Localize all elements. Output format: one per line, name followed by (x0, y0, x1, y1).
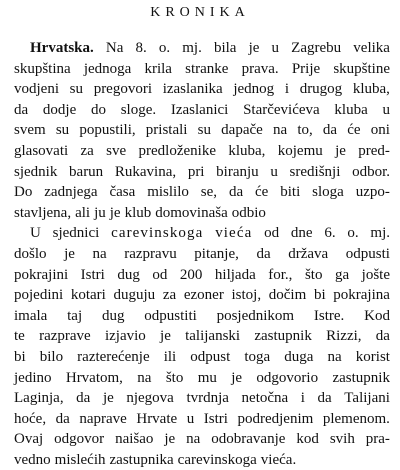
word: od (152, 266, 168, 283)
word: imala (14, 307, 48, 324)
word: da (228, 184, 244, 201)
word: biranju (216, 163, 259, 180)
word: tvrdnja (186, 390, 229, 407)
word: u (382, 101, 390, 118)
word: razterećenje (77, 348, 150, 365)
word: vedno (14, 451, 51, 468)
word: hoće, (14, 410, 47, 427)
word: sjednik (14, 163, 58, 180)
text-line (14, 244, 390, 265)
word: zastupnik (254, 328, 312, 345)
word: mislećih (54, 451, 106, 468)
word: dug (117, 266, 140, 283)
word: Na (105, 40, 124, 56)
word: taj (67, 307, 83, 324)
word: i (300, 390, 305, 407)
word: na (186, 431, 201, 448)
word: je (231, 369, 243, 386)
word: Zagrebu (291, 40, 342, 56)
word: je (164, 431, 176, 448)
text-line (14, 450, 390, 470)
word: zastupnika (109, 451, 174, 468)
word: Prije (291, 60, 321, 77)
word: te (14, 328, 25, 345)
word: se, (200, 184, 218, 201)
word: duga (284, 348, 314, 365)
section-heading: KRONIKA (150, 5, 250, 20)
word: biti (280, 184, 301, 201)
word: kluba (334, 101, 368, 118)
word: odpustiti (144, 307, 197, 324)
word: su (55, 122, 70, 139)
word: sve (106, 142, 127, 159)
word: su (197, 122, 211, 139)
text-line (14, 162, 390, 183)
word: za (162, 287, 177, 304)
word: pra- (365, 431, 390, 448)
word: da (322, 122, 338, 139)
word: na (327, 348, 342, 365)
word: je (109, 204, 121, 221)
word: za (80, 142, 94, 159)
word: domovinaša (155, 204, 228, 221)
word: Starčevićeva (243, 101, 320, 118)
word: pokrajina (333, 287, 390, 304)
word: odpust (190, 348, 231, 365)
word: to, (297, 122, 313, 139)
word: predloženike (138, 142, 216, 159)
text-line (14, 429, 390, 450)
word: kluba, (352, 81, 390, 98)
text-line (14, 223, 390, 244)
word: Hrvate (136, 410, 178, 427)
word: bi (313, 287, 326, 304)
text-line (14, 326, 390, 347)
word: toga (244, 348, 271, 365)
word: razprave (39, 328, 91, 345)
word: klub (124, 204, 152, 221)
word: bi (14, 348, 26, 365)
word: svem (14, 122, 46, 139)
word: je (160, 328, 171, 345)
word: Istri (203, 410, 228, 427)
word: Ovaj (14, 431, 44, 448)
word: odpusti (345, 245, 390, 262)
text-line (14, 100, 390, 121)
word: oni (370, 122, 390, 139)
word: pojedini (14, 287, 64, 304)
word: o. (158, 40, 171, 56)
word: Istri (80, 266, 105, 283)
word: od (264, 225, 280, 242)
word: Rukavina, (114, 163, 177, 180)
word: odgovorio (256, 369, 319, 386)
word: 8. (135, 40, 147, 56)
word: kotari (70, 287, 106, 304)
word: Hrvatska. (30, 40, 94, 56)
word: razpravu (124, 245, 177, 262)
word: odgovor (54, 431, 105, 448)
text-line (14, 409, 390, 430)
word: sloga (312, 184, 344, 201)
word: stranke (185, 60, 229, 77)
word: zadnjega (44, 184, 98, 201)
word: mj. (370, 225, 390, 242)
word: ali (75, 204, 91, 221)
word: bilo (39, 348, 64, 365)
word: svih (329, 431, 355, 448)
word: Istre. (313, 307, 345, 324)
word: ju (94, 204, 106, 221)
word: jedino (14, 369, 52, 386)
word: kojemu (277, 142, 323, 159)
text-line (14, 347, 390, 368)
word: dne (290, 225, 313, 242)
text-line (14, 368, 390, 389)
word: što (165, 369, 184, 386)
word: glasovati (14, 142, 69, 159)
word: Kod (364, 307, 390, 324)
word: pokrajini (14, 266, 69, 283)
word: dug (101, 307, 125, 324)
text-line (14, 38, 390, 59)
word: da (76, 390, 91, 407)
word: dodje (42, 101, 77, 118)
word: velika (353, 40, 390, 56)
text-line (14, 79, 390, 100)
word: posjednikom (216, 307, 295, 324)
word: ezoner (183, 287, 224, 304)
word: ga (334, 266, 350, 283)
word: dapače (221, 122, 263, 139)
word: izaslanika (162, 81, 223, 98)
word: drugog (299, 81, 343, 98)
word: skupština (14, 60, 71, 77)
word: korist (355, 348, 390, 365)
word: pri (187, 163, 205, 180)
word: 6. (324, 225, 336, 242)
word: je (64, 245, 75, 262)
word: for., (268, 266, 293, 283)
word: vieća. (260, 451, 297, 468)
word: da (375, 328, 390, 345)
word: je (248, 40, 260, 56)
word: naišao (115, 431, 154, 448)
word: ili (163, 348, 177, 365)
article-body (14, 38, 390, 470)
text-line (14, 141, 390, 162)
text-line (14, 182, 390, 203)
word: je (102, 390, 114, 407)
word: došlo (14, 245, 47, 262)
word: mu (197, 369, 217, 386)
word: kluba, (228, 142, 266, 159)
word: jednog (233, 81, 275, 98)
word: netočna (241, 390, 289, 407)
word: što (304, 266, 323, 283)
text-line (14, 265, 390, 286)
word: Talijani (344, 390, 390, 407)
word: kod (296, 431, 319, 448)
word: su (69, 81, 84, 98)
word: sloge. (120, 101, 157, 118)
word: hiljada (214, 266, 256, 283)
word: uzpo- (355, 184, 390, 201)
word: država (288, 245, 329, 262)
word: krila (144, 60, 172, 77)
word: do (90, 101, 106, 118)
word: istoj, (231, 287, 262, 304)
word: na (137, 369, 152, 386)
word: U (30, 225, 41, 242)
word: u (271, 40, 280, 56)
word: će (347, 122, 361, 139)
word: jošte (361, 266, 390, 283)
word: je (335, 142, 346, 159)
word: na (272, 122, 288, 139)
word: bila (213, 40, 237, 56)
word: da (55, 410, 70, 427)
word: mislilo (147, 184, 189, 201)
word: o. (347, 225, 359, 242)
word: talijanski (185, 328, 241, 345)
word: podredjenim (237, 410, 314, 427)
word: u (270, 163, 278, 180)
word: časa (109, 184, 136, 201)
word: Rizzi, (326, 328, 362, 345)
word: pregovori (93, 81, 153, 98)
word: odobravanje (211, 431, 286, 448)
word: i (284, 81, 290, 98)
word: popustili, (79, 122, 136, 139)
text-line (14, 306, 390, 327)
word: Izaslanici (170, 101, 229, 118)
word: vieća (215, 225, 253, 242)
word: središnji (289, 163, 341, 180)
text-line (14, 120, 390, 141)
word: Hrvatom, (65, 369, 123, 386)
word: prava. (241, 60, 279, 77)
word: 200 (179, 266, 203, 283)
word: da (14, 101, 29, 118)
text-line (14, 203, 390, 224)
word: na (92, 245, 107, 262)
word: skupštine (333, 60, 390, 77)
word: pred- (358, 142, 390, 159)
text-line (14, 388, 390, 409)
word: će (255, 184, 269, 201)
word: stavljena, (14, 204, 72, 221)
text-line (14, 59, 390, 80)
word: barun (69, 163, 104, 180)
word: naprave (79, 410, 127, 427)
word: pristali (145, 122, 188, 139)
word: zastupnik (332, 369, 390, 386)
word: carevinskoga (177, 451, 257, 468)
text-line (14, 285, 390, 306)
word: sjednici (52, 225, 100, 242)
word: dočim (268, 287, 307, 304)
word: odbio (231, 204, 266, 221)
word: mj. (182, 40, 202, 56)
word: carevinskoga (111, 225, 204, 242)
word: Laginja, (14, 390, 64, 407)
word: duguju (113, 287, 156, 304)
word: njegova (126, 390, 174, 407)
word: u (186, 410, 195, 427)
word: vodjeni (14, 81, 59, 98)
word: jednoga (83, 60, 132, 77)
word: odbor. (352, 163, 390, 180)
word: pitanje, (194, 245, 239, 262)
word: plemenom. (322, 410, 390, 427)
word: Do (14, 184, 33, 201)
word: da (317, 390, 332, 407)
word: izjavio (104, 328, 146, 345)
word: da (256, 245, 271, 262)
